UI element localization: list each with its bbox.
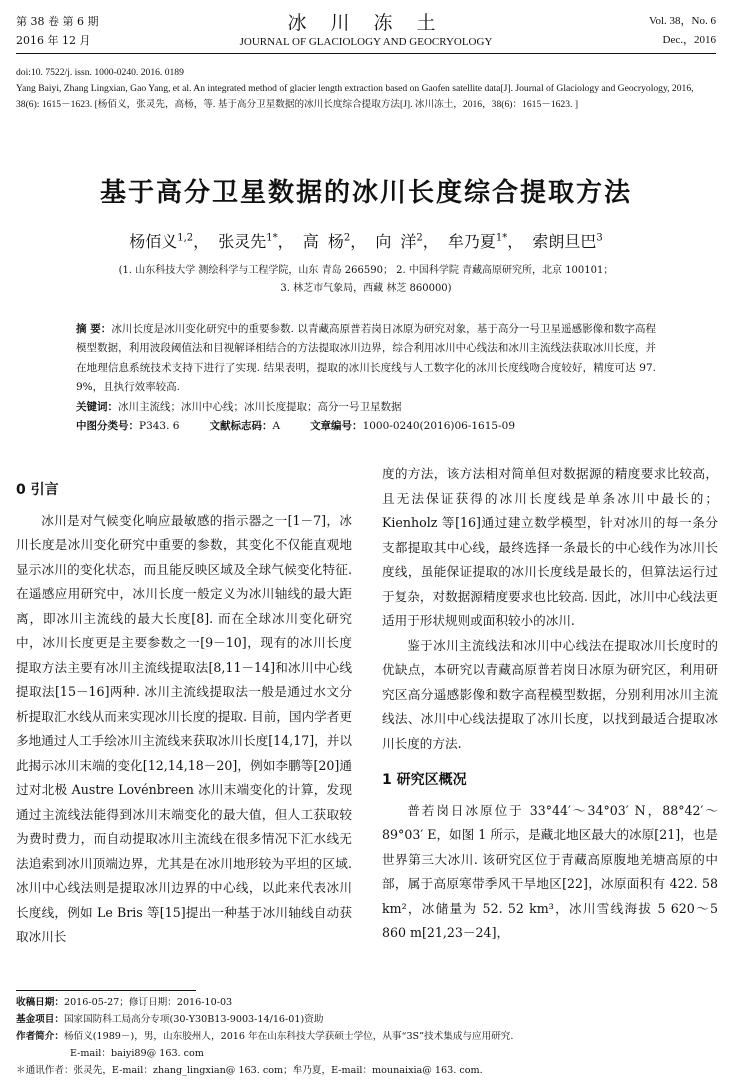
volume-en: Vol. 38，No. 6 [648, 15, 716, 27]
volume-cn: 第 38 卷 第 6 期 [16, 15, 99, 28]
date-en: Dec.，2016 [662, 34, 716, 46]
running-header [16, 12, 716, 54]
received-date: 收稿日期：2016-05-27；修订日期：2016-10-03 [16, 997, 233, 1008]
keywords-text: 冰川主流线；冰川中心线；冰川长度提取；高分一号卫星数据 [118, 400, 402, 413]
header-rule [16, 53, 716, 54]
fund-note: 基金项目：国家国防科工局高分专项(30-Y30B13-9003-14/16-01)资助 [16, 1014, 324, 1025]
classification-row [76, 417, 656, 436]
paragraph: 度的方法，该方法相对简单但对数据源的精度要求比较高，且无法保证获得的冰川长度线是单条冰川中最长的；Kienholz 等[16]通过建立数学模型，针对冰川的每一条分支都提取其中心线，最终选择一条最长的中心线作为冰川长度线，虽能保证提取的冰川长度线是最长的，但算法运行过于复杂，对数据源精度要求也比较高. 因此，冰川中心线法更适用于形状规则或面积较小的冰川. [382, 466, 718, 628]
abstract-block [76, 320, 656, 436]
citation-block [16, 65, 716, 113]
author: 杨佰义$^{1,2}$， [129, 232, 210, 251]
footnotes [16, 994, 716, 1079]
section-heading: 1 研究区概况 [382, 772, 467, 788]
header-right [649, 12, 716, 50]
author-bio: 作者简介：杨佰义(1989－)，男，山东胶州人，2016 年在山东科技大学获硕士学位，从事“3S”技术集成与应用研究. [16, 1031, 514, 1042]
header-center [16, 12, 716, 50]
corresponding-author: ＊通讯作者：张灵先，E-mail：zhang_lingxian@ 163. com；牟乃夏，E-mail：mounaixia@ 163. com. [16, 1065, 483, 1076]
author: 张灵先$^{1*}$， [218, 232, 294, 251]
author: 牟乃夏$^{1*}$， [447, 232, 524, 251]
author: 索朗旦巴$^3$ [532, 232, 603, 251]
journal-title-en: JOURNAL OF GLACIOLOGY AND GEOCRYOLOGY [239, 36, 493, 48]
date-cn: 2016 年 12 月 [16, 34, 91, 47]
right-column [382, 462, 718, 946]
paper-title: 基于高分卫星数据的冰川长度综合提取方法 [99, 178, 632, 208]
abstract-text: 冰川长度是冰川变化研究中的重要参数. 以青藏高原普若岗日冰原为研究对象，基于高分一号卫星遥感影像和数字高程模型数据，利用波段阈值法和目视解译相结合的方法提取冰川边界，综合利用冰川中心线法和冰川主流线法获取冰川长度，并在地理信息系统技术支持下进行了实现. 结果表明，提取的冰川长度线与人工数字化的冰川长度线吻合度较好，精度可达 97. 9%，且执行效率较高. [76, 323, 656, 394]
author-email: E-mail：baiyi89@ 163. com [70, 1048, 204, 1059]
author: 向 洋$^2$， [375, 232, 439, 251]
footnote-rule [16, 990, 196, 991]
affiliations [30, 262, 702, 298]
keywords-label: 关键词： [76, 400, 118, 413]
citation-text: Yang Baiyi, Zhang Lingxian, Gao Yang, et al. An integrated method of glacier length extraction based on Gaofen satellite data[J]. Journal of Glaciology and Geocryology, 2016, 38(6): 1615－1623. [杨佰义，张灵先，高杨，等. 基于高分卫星数据的冰川长度综合提取方法[J]. 冰川冻土，2016，38(6)：1615－1623. ] [16, 83, 694, 110]
document-code: 文献标志码：A [209, 420, 281, 433]
affiliation-line: (1. 山东科技大学 测绘科学与工程学院，山东 青岛 266590； 2. 中国科学院 青藏高原研究所，北京 100101； [118, 265, 614, 276]
section-heading: 0 引言 [16, 482, 59, 498]
affiliation-line: 3. 林芝市气象局，西藏 林芝 860000) [280, 283, 452, 294]
clc-number: 中图分类号：P343. 6 [76, 420, 180, 433]
paragraph: 冰川是对气候变化响应最敏感的指示器之一[1－7]，冰川长度是冰川变化研究中重要的参数，其变化不仅能直观地显示冰川的变化状态，而且能反映区域及全球气候变化特征. 在遥感应用研究中，冰川长度一般定义为冰川轴线的最大距离，即冰川主流线的最大长度[8]. 而在全球冰川变化研究中，冰川长度更是主要参数之一[9－10]，现有的冰川长度提取方法主要有冰川主流线提取法[8,11－14]和冰川中心线提取法[15－16]两种. 冰川主流线提取法一般是通过水文分析提取汇水线从而来实现冰川长度的提取. 目前，国内学者更多地通过人工手绘冰川主流线来获取冰川长度[14,17]，并以此揭示冰川末端的变化[12,14,18－20]，例如李鹏等[20]通过对北极 Austre Lovénbreen 冰川末端变化的计算，发现通过主流线法能得到冰川末端变化的最大值，但人工获取较为费时费力，而自动提取冰川主流线在很多情况下汇水线无法追索到冰川顶端边界，尤其是在冰川地形较为平坦的区域. 冰川中心线法则是提取冰川边界的中心线，以此来代表冰川长度线，例如 Le Bris 等[15]提出一种基于冰川轴线自动获取冰川长 [16, 512, 352, 944]
journal-title-cn: 冰 川 冻 土 [287, 12, 445, 34]
author: 高 杨$^2$， [302, 232, 367, 251]
paragraph: 鉴于冰川主流线法和冰川中心线法在提取冰川长度时的优缺点，本研究以青藏高原普若岗日冰原为研究区，利用研究区高分遥感影像和数字高程模型数据，分别利用冰川主流线法、冰川中心线法提取了冰川长度，以找到最适合提取冰川长度的方法. [382, 637, 718, 751]
author-list [0, 229, 732, 252]
paragraph: 普若岗日冰原位于 33°44′～34°03′ N，88°42′～89°03′ E，如图 1 所示，是藏北地区最大的冰原[21]，也是世界第三大冰川. 该研究区位于青藏高原腹地羌塘高原的中部，属于高原寒带季风干旱地区[22]，冰原面积有 422. 58 km²，冰储量为 52. 52 km³，冰川雪线海拔 5 620～5 860 m[21,23－24]， [382, 802, 718, 940]
abstract-label: 摘 要： [76, 323, 112, 335]
left-column [16, 474, 352, 950]
doi: doi:10. 7522/j. issn. 1000-0240. 2016. 0189 [16, 67, 184, 78]
abstract [76, 320, 656, 398]
keywords [76, 398, 656, 417]
article-number: 文章编号：1000-0240(2016)06-1615-09 [310, 420, 516, 433]
